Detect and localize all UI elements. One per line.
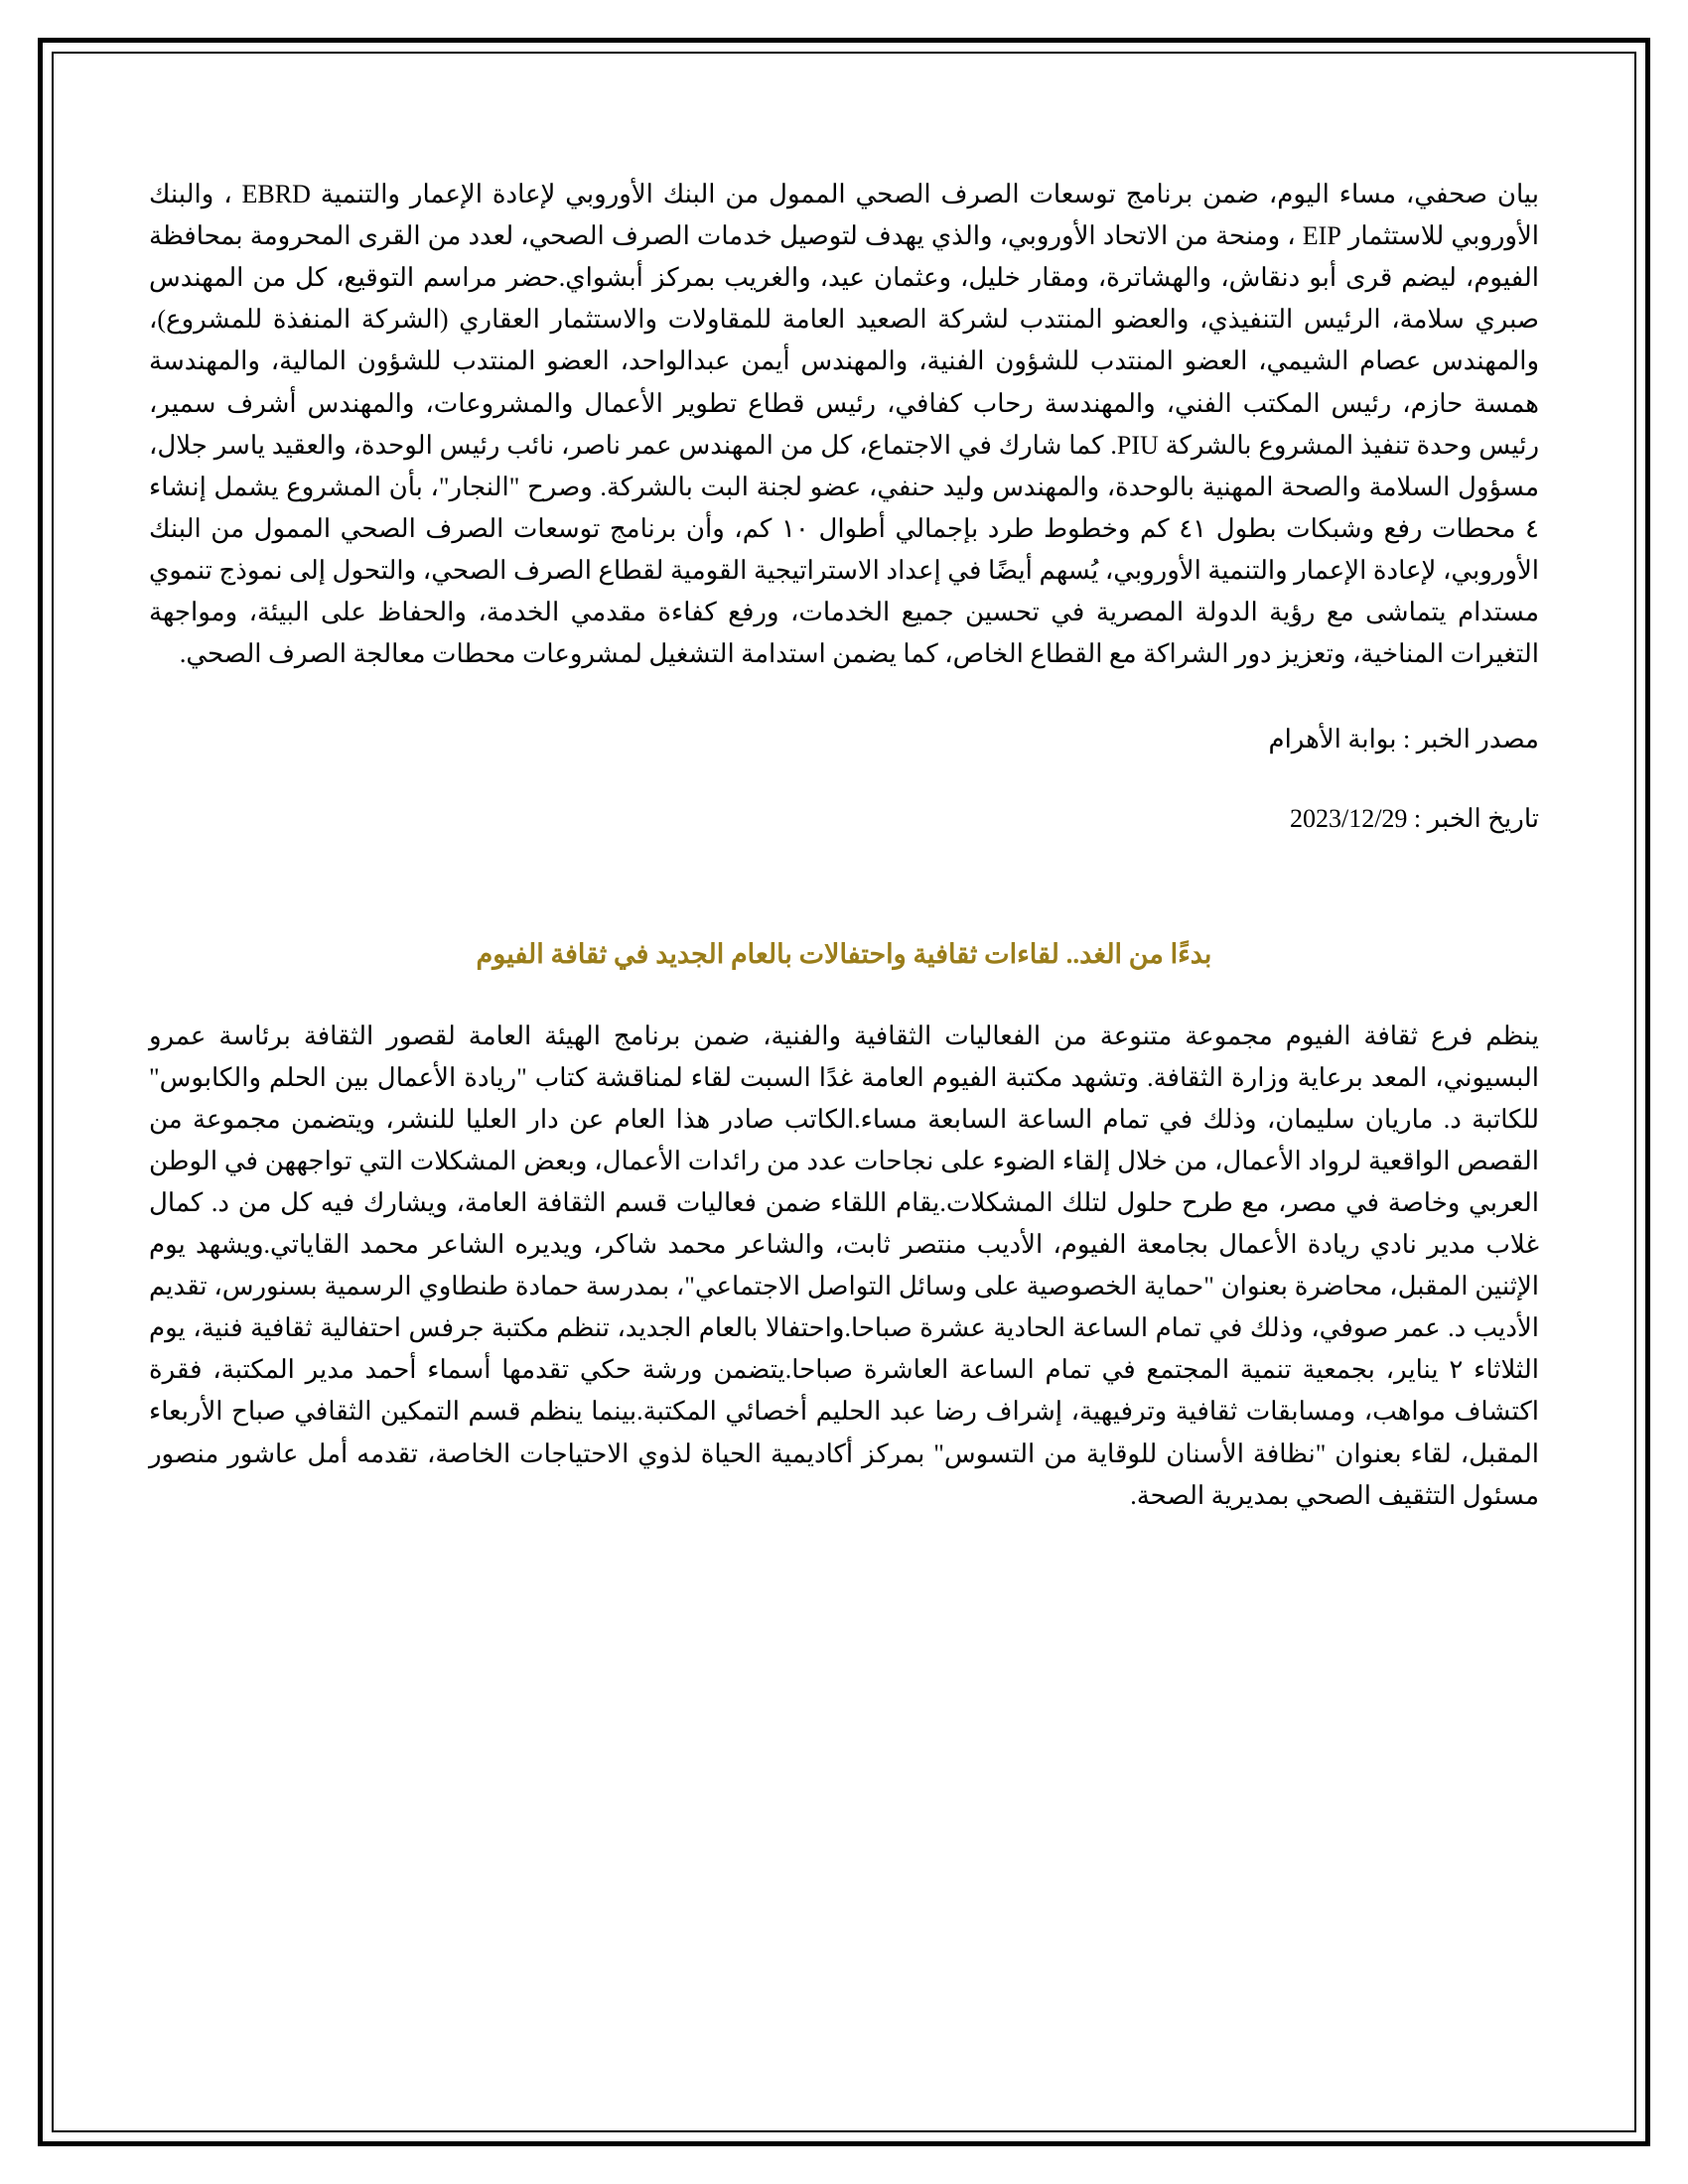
article-one-date: تاريخ الخبر : 2023/12/29 xyxy=(1289,803,1539,833)
article-two-title: بدءًا من الغد.. لقاءات ثقافية واحتفالات بالعام الجديد في ثقافة الفيوم xyxy=(476,938,1212,969)
article-one-body: بيان صحفي، مساء اليوم، ضمن برنامج توسعات الصرف الصحي الممول من البنك الأوروبي لإعادة الإعمار والتنمية EBRD ، والبنك الأوروبي للاستثمار EIP ، ومنحة من الاتحاد الأوروبي، والذي يهدف لتوصيل خدمات الصرف الصحي، لعدد من القرى المحرومة بمحافظة الفيوم، ليضم قرى أبو دنقاش، والهشاترة، ومقار خليل، وعثمان عيد، والغريب بمركز أبشواي.حضر مراسم التوقيع، كل من المهندس صبري سلامة، الرئيس التنفيذي، والعضو المنتدب لشركة الصعيد العامة للمقاولات والاستثمار العقاري (الشركة المنفذة للمشروع)، والمهندس عصام الشيمي، العضو المنتدب للشؤون الفنية، والمهندس أيمن عبدالواحد، العضو المنتدب للشؤون المالية، والمهندسة همسة حازم، رئيس المكتب الفني، والمهندسة رحاب كفافي، رئيس قطاع تطوير الأعمال والمشروعات، والمهندس أشرف سمير، رئيس وحدة تنفيذ المشروع بالشركة PIU. كما شارك في الاجتماع، كل من المهندس عمر ناصر، نائب رئيس الوحدة، والعقيد ياسر جلال، مسؤول السلامة والصحة المهنية بالوحدة، والمهندس وليد حنفي، عضو لجنة البت بالشركة. وصرح "النجار"، بأن المشروع يشمل إنشاء ٤ محطات رفع وشبكات بطول ٤١ كم وخطوط طرد بإجمالي أطوال ١٠ كم، وأن برنامج توسعات الصرف الصحي الممول من البنك الأوروبي، لإعادة الإعمار والتنمية الأوروبي، يُسهم أيضًا في إعداد الاستراتيجية القومية لقطاع الصرف الصحي، والتحول إلى نموذج تنموي مستدام يتماشى مع رؤية الدولة المصرية في تحسين جميع الخدمات، ورفع كفاءة مقدمي الخدمة، والحفاظ على البيئة، ومواجهة التغيرات المناخية، وتعزيز دور الشراكة مع القطاع الخاص، كما يضمن استدامة التشغيل لمشروعات محطات معالجة الصرف الصحي. xyxy=(149,180,1539,669)
article-two-body: ينظم فرع ثقافة الفيوم مجموعة متنوعة من الفعاليات الثقافية والفنية، ضمن برنامج الهيئة العامة لقصور الثقافة برئاسة عمرو البسيوني، المعد برعاية وزارة الثقافة. وتشهد مكتبة الفيوم العامة غدًا السبت لقاء لمناقشة كتاب "ريادة الأعمال بين الحلم والكابوس" للكاتبة د. ماريان سليمان، وذلك في تمام الساعة السابعة مساء.الكاتب صادر هذا العام عن دار العليا للنشر، ويتضمن مجموعة من القصص الواقعية لرواد الأعمال، من خلال إلقاء الضوء على نجاحات عدد من رائدات الأعمال، وبعض المشكلات التي تواجههن في الوطن العربي وخاصة في مصر، مع طرح حلول لتلك المشكلات.يقام اللقاء ضمن فعاليات قسم الثقافة العامة، ويشارك فيه كل من د. كمال غلاب مدير نادي ريادة الأعمال بجامعة الفيوم، الأديب منتصر ثابت، والشاعر محمد شاكر، ويديره الشاعر محمد القاياتي.ويشهد يوم الإثنين المقبل، محاضرة بعنوان "حماية الخصوصية على وسائل التواصل الاجتماعي"، بمدرسة حمادة طنطاوي الرسمية بسنورس، تقديم الأديب د. عمر صوفي، وذلك في تمام الساعة الحادية عشرة صباحا.واحتفالا بالعام الجديد، تنظم مكتبة جرفس احتفالية ثقافية فنية، يوم الثلاثاء ٢ يناير، بجمعية تنمية المجتمع في تمام الساعة العاشرة صباحا.يتضمن ورشة حكي تقدمها أسماء أحمد مدير المكتبة، فقرة اكتشاف مواهب، ومسابقات ثقافية وترفيهية، إشراف رضا عبد الحليم أخصائي المكتبة.بينما ينظم قسم التمكين الثقافي صباح الأربعاء المقبل، لقاء بعنوان "نظافة الأسنان للوقاية من التسوس" بمركز أكاديمية الحياة لذوي الاحتياجات الخاصة، تقدمه أمل عاشور منصور مسئول التثقيف الصحي بمديرية الصحة. xyxy=(149,1021,1540,1510)
article-one-source: مصدر الخبر : بوابة الأهرام xyxy=(1268,725,1539,754)
document-content xyxy=(149,174,1539,2095)
bottom-spacer xyxy=(149,1517,1539,1557)
